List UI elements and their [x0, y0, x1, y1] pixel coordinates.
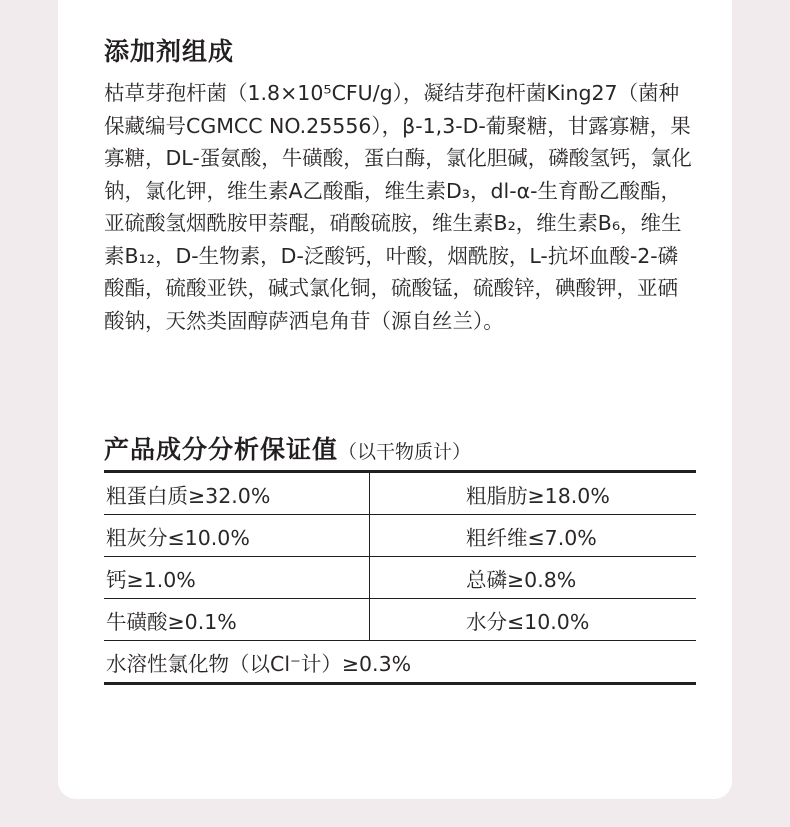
- additives-title: 添加剂组成: [104, 37, 235, 66]
- analysis-table: [104, 470, 696, 685]
- table-row: [104, 641, 696, 684]
- table-cell: 牛磺酸≥0.1%: [104, 599, 370, 641]
- table-cell: 水分≤10.0%: [370, 599, 697, 641]
- table-cell: 粗蛋白质≥32.0%: [104, 472, 370, 515]
- table-cell-full: 水溶性氯化物（以Cl⁻计）≥0.3%: [106, 651, 412, 676]
- analysis-note: （以干物质计）: [338, 441, 472, 463]
- table-row: [104, 472, 696, 515]
- table-cell: 粗脂肪≥18.0%: [370, 472, 697, 515]
- table-row: [104, 557, 696, 599]
- table-row: [104, 599, 696, 641]
- additives-text: 枯草芽孢杆菌（1.8×10⁵CFU/g），凝结芽孢杆菌King27（菌种保藏编号CGMCC NO.25556），β-1,3-D-葡聚糖，甘露寡糖，果寡糖，DL-蛋氨酸，牛磺酸，蛋白酶，氯化胆碱，磷酸氢钙，氯化钠，氯化钾，维生素A乙酸酯，维生素D₃，dl-α-生育酚乙酸酯，亚硫酸氢烟酰胺甲萘醌，硝酸硫胺，维生素B₂，维生素B₆，维生素B₁₂，D-生物素，D-泛酸钙，叶酸，烟酰胺，L-抗坏血酸-2-磷酸酯，硫酸亚铁，碱式氯化铜，硫酸锰，硫酸锌，碘酸钾，亚硒酸钠，天然类固醇萨洒皂角苷（源自丝兰）。: [104, 81, 692, 333]
- analysis-title: 产品成分分析保证值: [104, 435, 339, 464]
- table-cell: 总磷≥0.8%: [370, 557, 697, 599]
- analysis-heading: [104, 430, 471, 466]
- table-row: [104, 515, 696, 557]
- table-cell: 粗纤维≤7.0%: [370, 515, 697, 557]
- table-cell: 钙≥1.0%: [104, 557, 370, 599]
- table-cell: 粗灰分≤10.0%: [104, 515, 370, 557]
